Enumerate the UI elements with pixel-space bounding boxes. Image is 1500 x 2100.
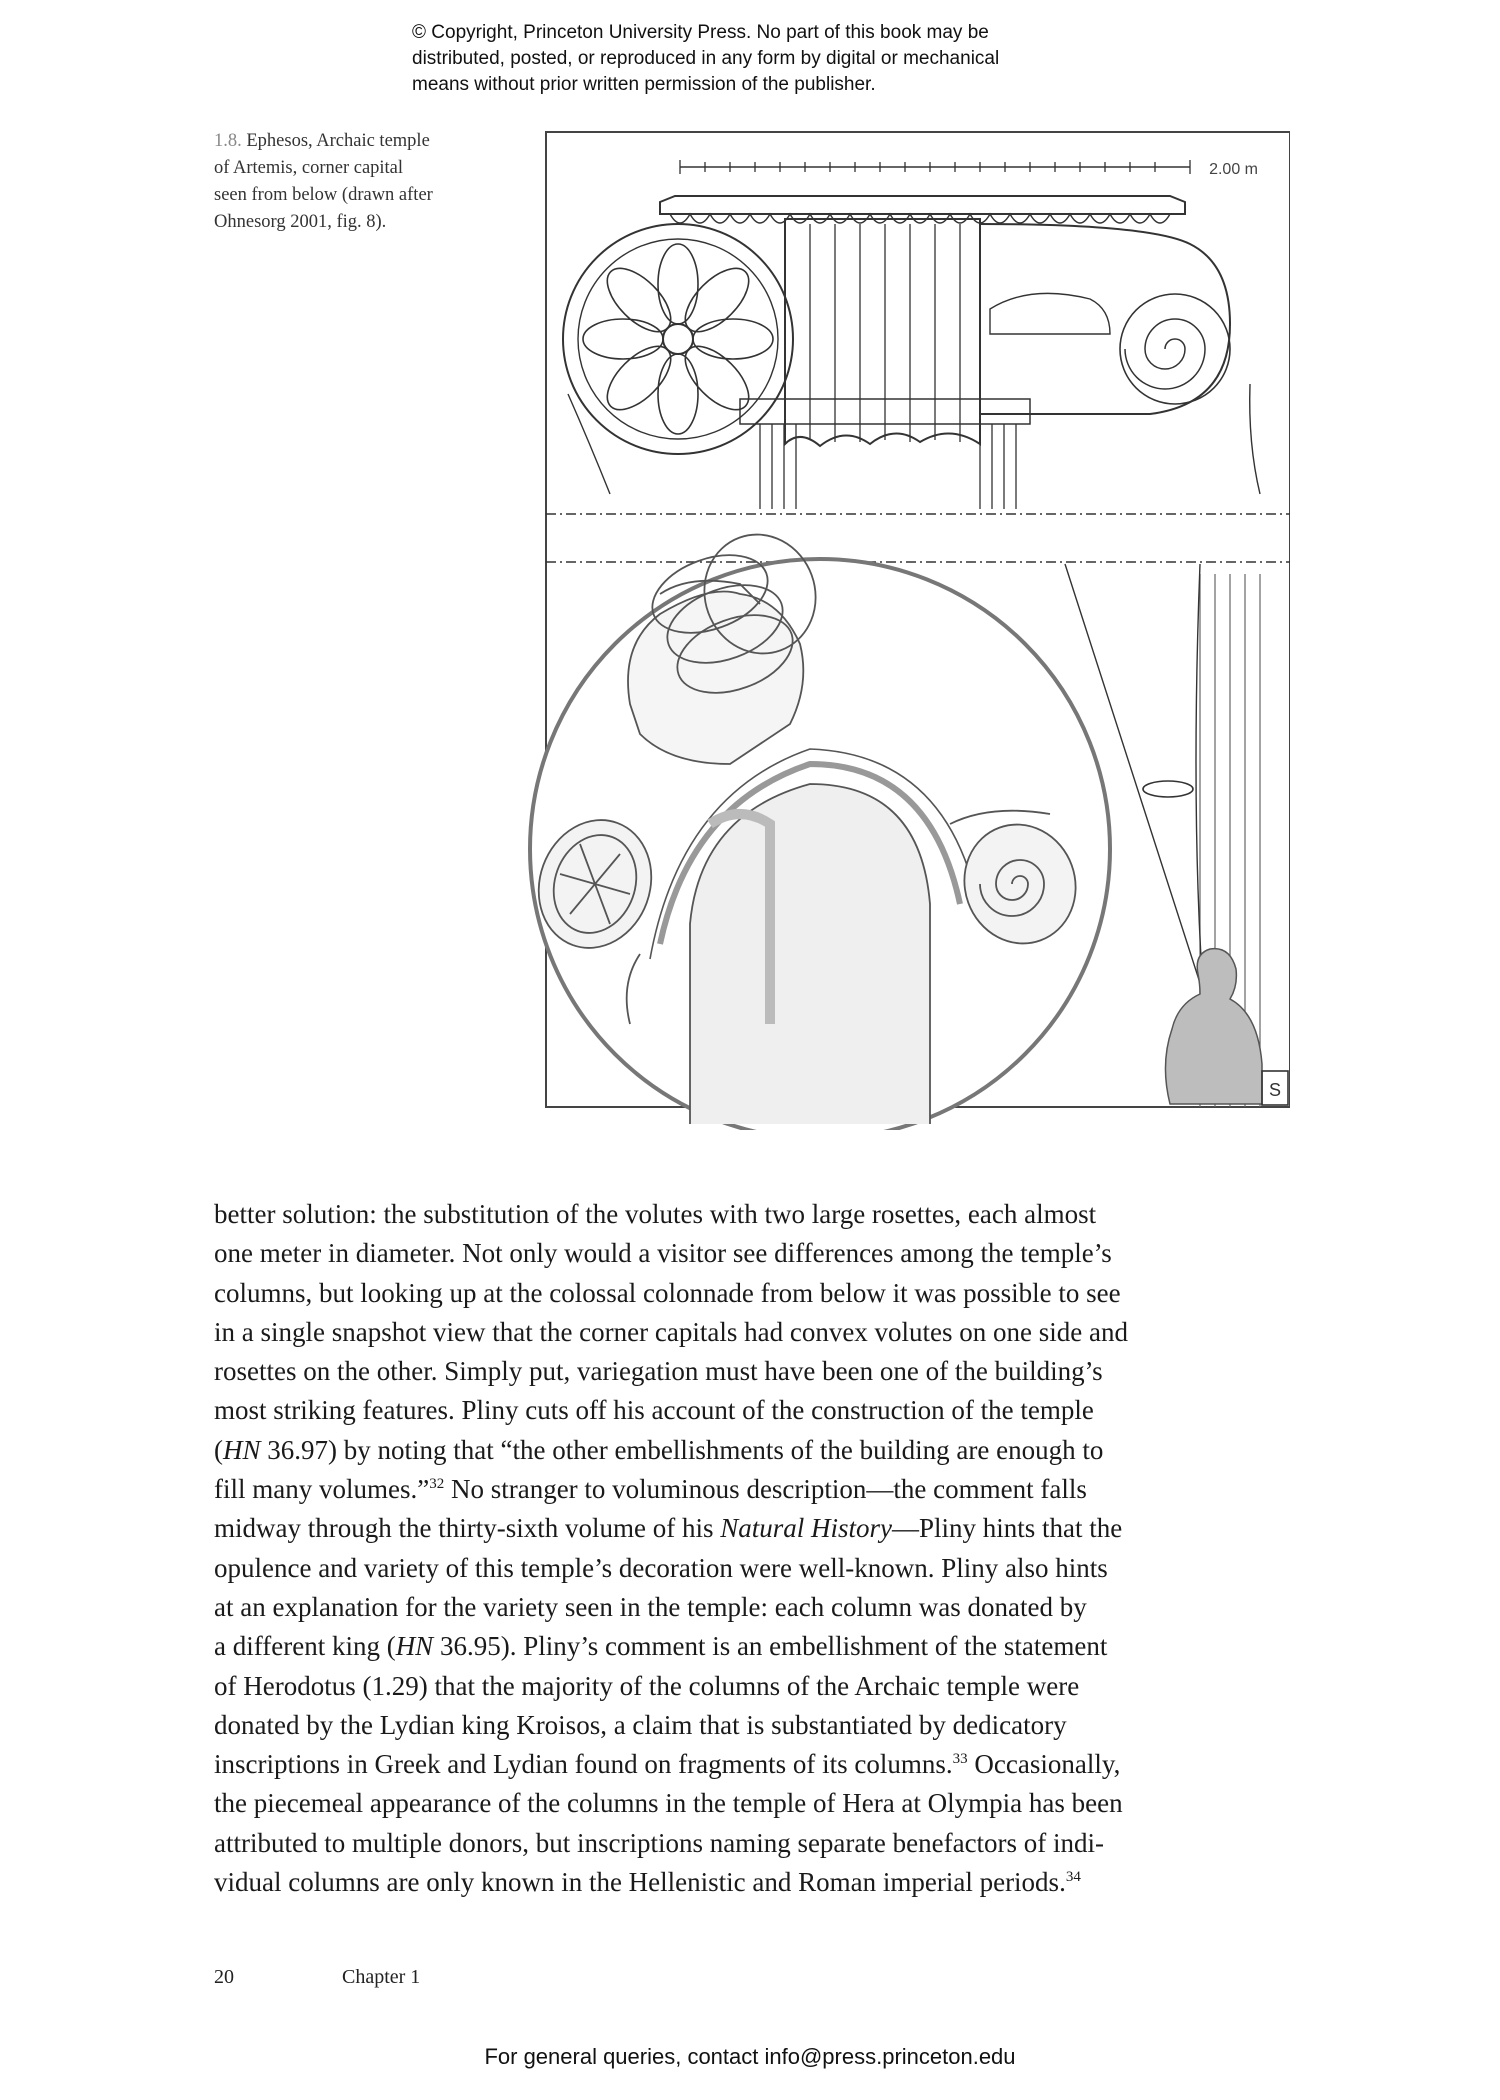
footnote-ref[interactable]: 34: [1065, 1869, 1081, 1886]
book-title: Natural History: [720, 1513, 892, 1544]
caption-line-1: Ephesos, Archaic temple: [241, 131, 430, 151]
copyright-line-1: © Copyright, Princeton University Press. No part of this book may be: [412, 22, 989, 43]
body-line: better solution: the substitution of the volutes with two large rosettes, each almost: [214, 1199, 1097, 1229]
running-head: Chapter 1: [342, 1966, 421, 1988]
body-line: (HN 36.97) by noting that “the other embellishments of the building are enough to: [214, 1434, 1104, 1465]
body-line: most striking features. Pliny cuts off his account of the construction of the temple: [214, 1395, 1094, 1426]
volute: [980, 224, 1230, 414]
figure-illustration: [510, 124, 1290, 1130]
observer-figure: [1165, 949, 1262, 1104]
page-number: 20: [214, 1966, 234, 1988]
figure-caption: [214, 128, 504, 236]
capital-face: [785, 219, 980, 446]
scale-label: 2.00 m: [1209, 161, 1258, 178]
copyright-line-3: means without prior written permission of the publisher.: [412, 74, 876, 95]
body-line: columns, but looking up at the colossal colonnade from below it was possible to see: [214, 1277, 1121, 1308]
figure-number: 1.8.: [214, 131, 242, 151]
body-line: one meter in diameter. Not only would a visitor see differences among the temple’s: [214, 1238, 1112, 1269]
body-line: a different king (HN 36.95). Pliny’s comment is an embellishment of the statement: [214, 1631, 1108, 1662]
caption-line-2: of Artemis, corner capital: [214, 158, 404, 178]
caption-line-3: seen from below (drawn after: [214, 185, 433, 205]
footnote-ref[interactable]: 32: [429, 1476, 445, 1493]
body-line: of Herodotus (1.29) that the majority of the columns of the Archaic temple were: [214, 1670, 1080, 1701]
body-line: opulence and variety of this temple’s decoration were well-known. Pliny also hints: [214, 1552, 1108, 1583]
artist-monogram: S: [1268, 1080, 1282, 1100]
body-line: inscriptions in Greek and Lydian found on fragments of its columns.$^{33}$ Occasionally,: [214, 1749, 1121, 1780]
copyright-notice: [412, 20, 1132, 98]
body-line: fill many volumes.”$^{32}$ No stranger to voluminous description—the comment falls: [214, 1474, 1087, 1505]
body-line: attributed to multiple donors, but inscriptions naming separate benefactors of indi-: [214, 1827, 1105, 1858]
body-line: midway through the thirty-sixth volume of his Natural History—Pliny hints that the: [214, 1513, 1123, 1544]
citation-hn: HN: [223, 1434, 261, 1465]
caption-line-4: Ohnesorg 2001, fig. 8).: [214, 212, 387, 232]
body-line: at an explanation for the variety seen in the temple: each column was donated by: [214, 1591, 1087, 1622]
body-line: in a single snapshot view that the corner capitals had convex volutes on one side and: [214, 1316, 1129, 1347]
rosette: [563, 224, 793, 454]
body-line: vidual columns are only known in the Hellenistic and Roman imperial periods.$^{34}$: [214, 1867, 1081, 1898]
copyright-line-2: distributed, posted, or reproduced in any form by digital or mechanical: [412, 48, 1000, 69]
body-line: donated by the Lydian king Kroisos, a claim that is substantiated by dedicatory: [214, 1709, 1067, 1740]
footnote-ref[interactable]: 33: [952, 1751, 968, 1768]
citation-hn: HN: [395, 1631, 434, 1662]
magnified-detail: [521, 519, 1110, 1130]
body-text: [214, 1195, 1314, 1902]
capital-drawing: [510, 124, 1290, 1130]
body-line: the piecemeal appearance of the columns in the temple of Hera at Olympia has been: [214, 1788, 1123, 1819]
body-line: rosettes on the other. Simply put, variegation must have been one of the building’s: [214, 1356, 1103, 1387]
capital-abacus: [660, 196, 1185, 214]
footer-contact: For general queries, contact info@press.princeton.edu: [484, 2044, 1016, 2069]
